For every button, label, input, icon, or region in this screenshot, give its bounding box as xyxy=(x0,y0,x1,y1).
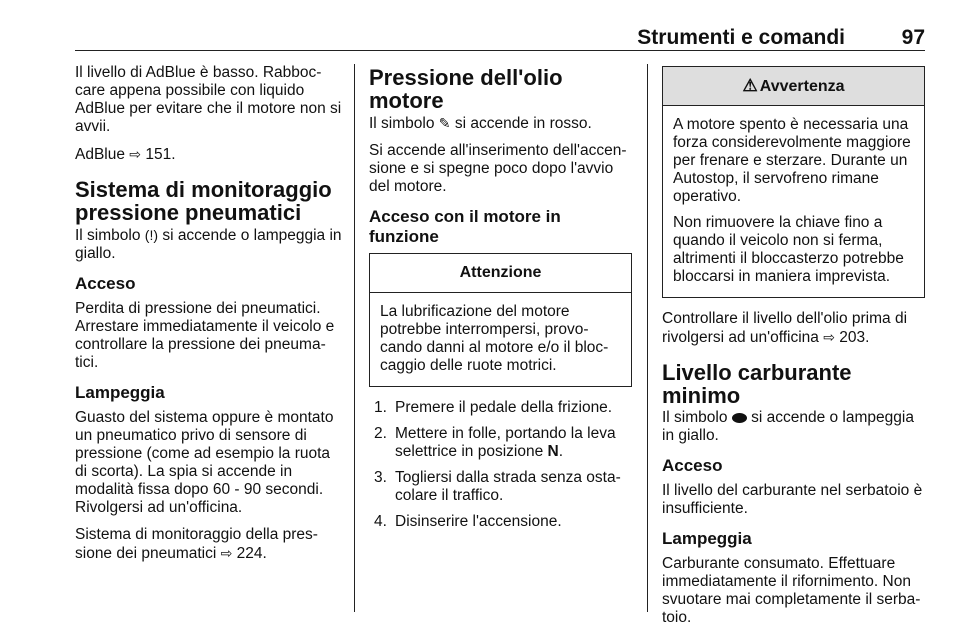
list-item: 1. Premere il pedale della frizione. xyxy=(374,399,613,416)
oil-can-icon: ✎ xyxy=(438,115,451,131)
paragraph: Il simbolo si accende o lampeggia in giallo. xyxy=(662,409,914,444)
chapter-title: Strumenti e comandi xyxy=(637,26,845,49)
subheading: Lampeggia xyxy=(662,529,752,548)
page-ref-arrow-icon: ⇨ xyxy=(129,146,142,162)
paragraph: Il livello di AdBlue è basso. Rabboc-care appena possibile con liquido AdBlue per evitare che il motore non si avvii. xyxy=(75,64,342,135)
list-item: 2. Mettere in folle, portando la leva selettrice in posizione N. xyxy=(374,425,616,460)
section-heading: Sistema di monitoraggio pressione pneumatici xyxy=(75,177,332,225)
fuel-low-icon xyxy=(732,413,747,423)
page-ref[interactable]: 203. xyxy=(839,329,870,346)
paragraph: AdBlue ⇨ 151. xyxy=(75,146,176,163)
section-heading: Livello carburante minimo xyxy=(662,360,852,408)
warning-triangle-icon: ⚠ xyxy=(742,76,758,95)
tire-pressure-warning-icon: (!) xyxy=(144,227,158,243)
column-divider xyxy=(647,64,648,612)
list-item: 4. Disinserire l'accensione. xyxy=(374,513,562,530)
paragraph: Controllare il livello dell'olio prima di rivolgersi ad un'officina ⇨ 203. xyxy=(662,310,908,346)
section-heading: Pressione dell'olio motore xyxy=(369,65,563,113)
page-ref[interactable]: 224. xyxy=(236,545,267,562)
paragraph: Il simbolo ✎ si accende in rosso. xyxy=(369,115,592,132)
steps-list xyxy=(369,399,632,531)
subheading: Acceso xyxy=(662,456,723,475)
warning-box xyxy=(662,66,925,298)
warning-text: Non rimuovere la chiave fino a quando il veicolo non si ferma, altrimenti il bloccasterzo potrebbe bloccarsi in maniera imprevista. xyxy=(673,214,904,285)
paragraph: Il simbolo (!) si accende o lampeggia in giallo. xyxy=(75,227,342,262)
column-middle xyxy=(369,64,632,539)
column-divider xyxy=(354,64,355,612)
paragraph: Il livello del carburante nel serbatoio è insufficiente. xyxy=(662,482,923,517)
page-ref-arrow-icon: ⇨ xyxy=(823,329,835,345)
paragraph: Sistema di monitoraggio della pres-sione dei pneumatici ⇨ 224. xyxy=(75,526,318,562)
caution-box xyxy=(369,253,632,387)
subheading: Acceso con il motore in funzione xyxy=(369,207,561,246)
paragraph: Si accende all'inserimento dell'accen-sione e si spegne poco dopo l'avvio del motore. xyxy=(369,142,627,195)
warning-title: ⚠ Avvertenza xyxy=(663,67,924,106)
subheading: Acceso xyxy=(75,274,136,293)
caution-text: La lubrificazione del motore potrebbe interrompersi, provo-cando danni al motore e/o il bloc-caggio delle ruote motrici. xyxy=(380,303,609,374)
page-ref[interactable]: 151. xyxy=(145,146,176,163)
paragraph: Carburante consumato. Effettuare immediatamente il rifornimento. Non svuotare mai completamente il serba-toio. xyxy=(662,555,921,626)
paragraph: Guasto del sistema oppure è montato un pneumatico privo di sensore di pressione (come ad esempio la ruota di scorta). La spia si accende in modalità fissa dopo 60 - 90 secondi. Rivolgersi ad un'officina. xyxy=(75,409,334,516)
paragraph: Perdita di pressione dei pneumatici. Arrestare immediatamente il veicolo e controllare la pressione dei pneuma-tici. xyxy=(75,300,335,371)
list-item: 3. Togliersi dalla strada senza osta-colare il traffico. xyxy=(374,469,621,504)
page-ref-arrow-icon: ⇨ xyxy=(220,545,233,561)
subheading: Lampeggia xyxy=(75,383,165,402)
caution-title: Attenzione xyxy=(370,254,631,293)
column-left xyxy=(75,64,343,572)
page-number: 97 xyxy=(901,26,925,49)
page-header xyxy=(75,24,925,51)
warning-text: A motore spento è necessaria una forza considerevolmente maggiore per frenare e sterzare. Durante un Autostop, il servofreno rimane operativo. xyxy=(673,116,911,205)
column-right xyxy=(662,64,925,636)
